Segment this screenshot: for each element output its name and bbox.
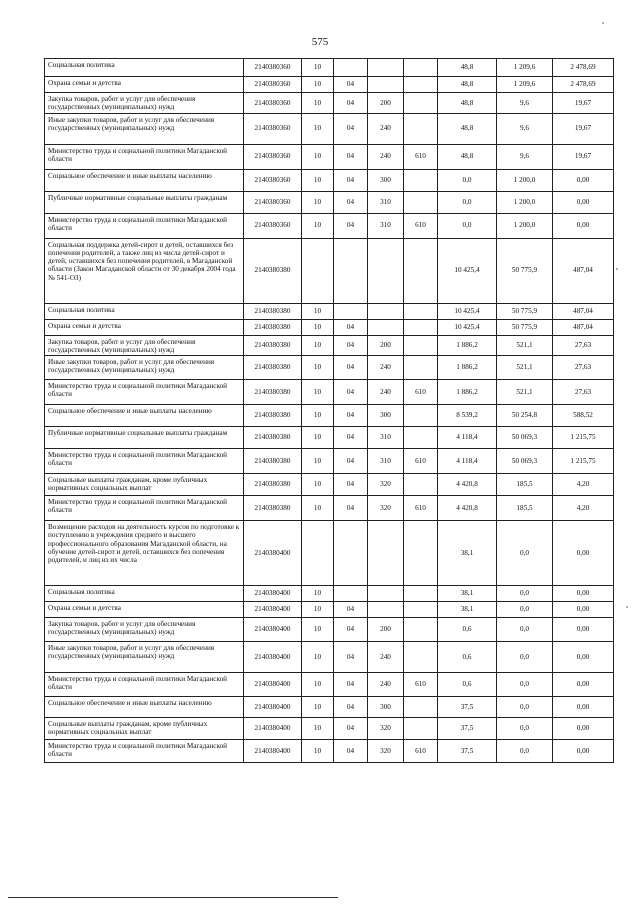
row-value-2: 521,1 (497, 356, 553, 380)
row-value-3: 0,00 (553, 586, 614, 602)
row-subsection: 04 (334, 496, 368, 521)
row-value-3: 0,00 (553, 169, 614, 191)
row-target-code: 2140380360 (244, 144, 302, 169)
row-subsection: 04 (334, 642, 368, 673)
row-target-code: 2140380400 (244, 602, 302, 618)
row-value-2: 50 254,8 (497, 405, 553, 427)
row-value-2: 0,0 (497, 673, 553, 697)
row-section: 10 (302, 59, 334, 77)
row-expense-type (368, 59, 404, 77)
row-name: Социальная политика (45, 59, 244, 77)
row-subsection: 04 (334, 77, 368, 93)
row-admin-code (404, 238, 438, 303)
row-value-2: 0,0 (497, 586, 553, 602)
row-value-3: 27,63 (553, 380, 614, 405)
row-section: 10 (302, 335, 334, 356)
row-value-2: 9,6 (497, 144, 553, 169)
row-section: 10 (302, 303, 334, 319)
row-value-3: 19,67 (553, 113, 614, 144)
row-value-1: 1 886,2 (438, 380, 497, 405)
row-expense-type: 320 (368, 474, 404, 496)
row-target-code: 2140380400 (244, 740, 302, 763)
row-expense-type: 200 (368, 93, 404, 114)
row-value-3: 27,63 (553, 335, 614, 356)
row-value-1: 4 420,8 (438, 474, 497, 496)
row-expense-type: 240 (368, 113, 404, 144)
row-subsection: 04 (334, 191, 368, 213)
row-value-3: 19,67 (553, 93, 614, 114)
row-subsection: 04 (334, 380, 368, 405)
row-value-2: 0,0 (497, 697, 553, 718)
table-row (45, 496, 614, 521)
row-name: Социальные выплаты гражданам, кроме публичных нормативных социальных выплат (45, 718, 244, 740)
table-row (45, 191, 614, 213)
row-expense-type: 310 (368, 427, 404, 449)
row-admin-code (404, 93, 438, 114)
row-admin-code (404, 356, 438, 380)
row-target-code: 2140380380 (244, 319, 302, 335)
page-number: 575 (311, 36, 329, 48)
row-target-code: 2140380380 (244, 303, 302, 319)
row-value-1: 48,8 (438, 93, 497, 114)
row-value-1: 10 425,4 (438, 303, 497, 319)
table-row (45, 427, 614, 449)
row-admin-code (404, 618, 438, 642)
row-value-2: 50 069,3 (497, 427, 553, 449)
row-value-3: 487,04 (553, 303, 614, 319)
row-value-3: 2 478,69 (553, 59, 614, 77)
row-value-1: 0,0 (438, 191, 497, 213)
row-section: 10 (302, 113, 334, 144)
table-row (45, 673, 614, 697)
row-admin-code (404, 169, 438, 191)
row-section: 10 (302, 191, 334, 213)
row-value-2: 50 775,9 (497, 238, 553, 303)
table-row (45, 93, 614, 114)
row-subsection: 04 (334, 427, 368, 449)
row-name: Министерство труда и социальной политики Магаданской области (45, 496, 244, 521)
footer-rule (8, 897, 338, 898)
row-value-3: 2 478,69 (553, 77, 614, 93)
row-subsection: 04 (334, 618, 368, 642)
row-admin-code (404, 521, 438, 586)
row-value-1: 0,6 (438, 673, 497, 697)
row-name: Социальное обеспечение и иные выплаты населению (45, 169, 244, 191)
row-target-code: 2140380400 (244, 642, 302, 673)
row-subsection (334, 303, 368, 319)
row-subsection: 04 (334, 405, 368, 427)
row-name: Социальная политика (45, 303, 244, 319)
row-subsection: 04 (334, 169, 368, 191)
row-subsection: 04 (334, 356, 368, 380)
row-target-code: 2140380380 (244, 335, 302, 356)
row-target-code: 2140380360 (244, 191, 302, 213)
row-target-code: 2140380360 (244, 169, 302, 191)
row-expense-type: 240 (368, 673, 404, 697)
table-row (45, 169, 614, 191)
row-name: Социальное обеспечение и иные выплаты населению (45, 405, 244, 427)
row-section: 10 (302, 718, 334, 740)
row-target-code: 2140380400 (244, 618, 302, 642)
row-name: Социальные выплаты гражданам, кроме публичных нормативных социальных выплат (45, 474, 244, 496)
row-value-2: 0,0 (497, 602, 553, 618)
row-section (302, 238, 334, 303)
row-expense-type: 310 (368, 449, 404, 474)
row-value-1: 4 118,4 (438, 427, 497, 449)
row-value-3: 487,04 (553, 319, 614, 335)
table-row (45, 144, 614, 169)
row-name: Социальная политика (45, 586, 244, 602)
row-section: 10 (302, 602, 334, 618)
row-admin-code (404, 642, 438, 673)
row-subsection (334, 59, 368, 77)
row-admin-code (404, 474, 438, 496)
row-subsection (334, 586, 368, 602)
row-section: 10 (302, 169, 334, 191)
table-row (45, 602, 614, 618)
row-expense-type: 240 (368, 380, 404, 405)
row-value-1: 0,0 (438, 169, 497, 191)
row-admin-code (404, 191, 438, 213)
row-expense-type: 200 (368, 335, 404, 356)
row-value-1: 8 539,2 (438, 405, 497, 427)
row-value-2: 1 200,0 (497, 213, 553, 238)
row-section: 10 (302, 93, 334, 114)
row-target-code: 2140380380 (244, 405, 302, 427)
scan-speck (602, 22, 604, 24)
row-section: 10 (302, 380, 334, 405)
row-subsection: 04 (334, 213, 368, 238)
row-expense-type: 240 (368, 356, 404, 380)
table-row (45, 213, 614, 238)
row-target-code: 2140380360 (244, 59, 302, 77)
row-section (302, 521, 334, 586)
row-value-1: 48,8 (438, 113, 497, 144)
row-target-code: 2140380360 (244, 213, 302, 238)
row-value-1: 1 886,2 (438, 335, 497, 356)
row-admin-code: 610 (404, 673, 438, 697)
table-row (45, 113, 614, 144)
row-value-3: 4,20 (553, 474, 614, 496)
row-admin-code (404, 602, 438, 618)
row-target-code: 2140380400 (244, 673, 302, 697)
row-admin-code (404, 586, 438, 602)
table-row (45, 405, 614, 427)
row-expense-type: 320 (368, 740, 404, 763)
row-section: 10 (302, 474, 334, 496)
row-value-3: 0,00 (553, 740, 614, 763)
row-name: Министерство труда и социальной политики Магаданской области (45, 449, 244, 474)
table-row (45, 59, 614, 77)
row-value-1: 37,5 (438, 697, 497, 718)
table-row (45, 356, 614, 380)
row-value-3: 487,04 (553, 238, 614, 303)
row-subsection: 04 (334, 144, 368, 169)
row-value-2: 0,0 (497, 740, 553, 763)
row-value-1: 0,6 (438, 618, 497, 642)
row-expense-type: 240 (368, 642, 404, 673)
row-expense-type: 320 (368, 496, 404, 521)
row-value-3: 0,00 (553, 642, 614, 673)
row-value-1: 0,6 (438, 642, 497, 673)
row-name: Социальное обеспечение и иные выплаты населению (45, 697, 244, 718)
row-value-2: 0,0 (497, 521, 553, 586)
row-admin-code (404, 77, 438, 93)
row-section: 10 (302, 77, 334, 93)
row-name: Охрана семьи и детства (45, 319, 244, 335)
row-expense-type (368, 238, 404, 303)
row-value-1: 48,8 (438, 144, 497, 169)
row-admin-code: 610 (404, 496, 438, 521)
row-value-2: 0,0 (497, 642, 553, 673)
row-expense-type: 300 (368, 405, 404, 427)
table-row (45, 449, 614, 474)
row-target-code: 2140380380 (244, 496, 302, 521)
row-value-1: 37,5 (438, 718, 497, 740)
row-value-3: 0,00 (553, 602, 614, 618)
row-name: Закупка товаров, работ и услуг для обеспечения государственных (муниципальных) нужд (45, 335, 244, 356)
row-expense-type: 300 (368, 169, 404, 191)
row-section: 10 (302, 740, 334, 763)
row-value-3: 1 215,75 (553, 427, 614, 449)
row-name: Министерство труда и социальной политики Магаданской области (45, 380, 244, 405)
table-row (45, 335, 614, 356)
row-admin-code: 610 (404, 449, 438, 474)
row-subsection: 04 (334, 449, 368, 474)
row-section: 10 (302, 356, 334, 380)
row-expense-type (368, 602, 404, 618)
row-subsection: 04 (334, 602, 368, 618)
row-section: 10 (302, 618, 334, 642)
row-value-1: 0,0 (438, 213, 497, 238)
scan-speck (616, 268, 618, 270)
row-subsection: 04 (334, 718, 368, 740)
row-value-2: 185,5 (497, 496, 553, 521)
row-value-3: 0,00 (553, 697, 614, 718)
row-value-1: 37,5 (438, 740, 497, 763)
row-value-1: 38,1 (438, 586, 497, 602)
row-value-2: 521,1 (497, 335, 553, 356)
row-value-2: 9,6 (497, 113, 553, 144)
row-value-1: 48,8 (438, 59, 497, 77)
row-section: 10 (302, 144, 334, 169)
row-expense-type (368, 303, 404, 319)
row-target-code: 2140380380 (244, 356, 302, 380)
row-value-1: 10 425,4 (438, 238, 497, 303)
row-name: Министерство труда и социальной политики Магаданской области (45, 740, 244, 763)
row-admin-code (404, 427, 438, 449)
row-admin-code: 610 (404, 380, 438, 405)
row-expense-type (368, 586, 404, 602)
row-expense-type: 310 (368, 191, 404, 213)
row-name: Охрана семьи и детства (45, 77, 244, 93)
table-row (45, 238, 614, 303)
row-name: Публичные нормативные социальные выплаты гражданам (45, 191, 244, 213)
row-subsection: 04 (334, 319, 368, 335)
row-target-code: 2140380380 (244, 449, 302, 474)
row-expense-type: 300 (368, 697, 404, 718)
row-value-2: 1 209,6 (497, 77, 553, 93)
row-value-3: 0,00 (553, 191, 614, 213)
row-admin-code (404, 59, 438, 77)
row-expense-type: 200 (368, 618, 404, 642)
row-subsection: 04 (334, 93, 368, 114)
row-value-2: 185,5 (497, 474, 553, 496)
table-row (45, 303, 614, 319)
row-subsection: 04 (334, 113, 368, 144)
budget-table (44, 58, 614, 763)
row-section: 10 (302, 642, 334, 673)
row-subsection (334, 521, 368, 586)
row-value-1: 38,1 (438, 521, 497, 586)
row-value-1: 38,1 (438, 602, 497, 618)
row-admin-code (404, 113, 438, 144)
row-expense-type (368, 319, 404, 335)
row-expense-type: 320 (368, 718, 404, 740)
row-expense-type: 310 (368, 213, 404, 238)
row-expense-type: 240 (368, 144, 404, 169)
table-row (45, 77, 614, 93)
row-admin-code (404, 405, 438, 427)
row-value-3: 0,00 (553, 521, 614, 586)
row-admin-code: 610 (404, 213, 438, 238)
row-value-2: 50 775,9 (497, 319, 553, 335)
row-value-1: 10 425,4 (438, 319, 497, 335)
row-subsection: 04 (334, 673, 368, 697)
row-admin-code: 610 (404, 740, 438, 763)
table-row (45, 718, 614, 740)
row-section: 10 (302, 673, 334, 697)
row-value-1: 1 886,2 (438, 356, 497, 380)
table-row (45, 521, 614, 586)
row-target-code: 2140380400 (244, 718, 302, 740)
row-subsection: 04 (334, 740, 368, 763)
row-name: Закупка товаров, работ и услуг для обеспечения государственных (муниципальных) нужд (45, 93, 244, 114)
row-target-code: 2140380380 (244, 474, 302, 496)
row-admin-code (404, 697, 438, 718)
row-name: Министерство труда и социальной политики Магаданской области (45, 144, 244, 169)
row-value-3: 0,00 (553, 618, 614, 642)
row-name: Иные закупки товаров, работ и услуг для обеспечения государственных (муниципальных) нужд (45, 113, 244, 144)
row-section: 10 (302, 213, 334, 238)
row-value-3: 0,00 (553, 673, 614, 697)
row-name: Закупка товаров, работ и услуг для обеспечения государственных (муниципальных) нужд (45, 618, 244, 642)
row-value-2: 9,6 (497, 93, 553, 114)
row-name: Социальная поддержка детей-сирот и детей, оставшихся без попечения родителей, а также лиц из числа детей-сирот и детей, оставшихся без попечения родителей, в Магаданской области (Закон Магаданской области от 30 декабря 2004 года № 541-ОЗ) (45, 238, 244, 303)
row-admin-code (404, 335, 438, 356)
row-section: 10 (302, 319, 334, 335)
row-section: 10 (302, 697, 334, 718)
row-name: Иные закупки товаров, работ и услуг для обеспечения государственных (муниципальных) нужд (45, 356, 244, 380)
row-target-code: 2140380360 (244, 113, 302, 144)
row-value-2: 0,0 (497, 618, 553, 642)
row-section: 10 (302, 586, 334, 602)
row-target-code: 2140380380 (244, 380, 302, 405)
row-target-code: 2140380380 (244, 427, 302, 449)
row-admin-code (404, 319, 438, 335)
row-section: 10 (302, 427, 334, 449)
row-subsection: 04 (334, 335, 368, 356)
row-value-3: 19,67 (553, 144, 614, 169)
row-value-3: 588,52 (553, 405, 614, 427)
row-value-2: 50 775,9 (497, 303, 553, 319)
row-value-2: 521,1 (497, 380, 553, 405)
row-value-2: 50 069,3 (497, 449, 553, 474)
row-name: Возмещение расходов на деятельность курсов по подготовке к поступлению в учреждения среднего и высшего профессионального образования Магаданской области, на обучение детей-сирот и детей, оставшихся без попечения родителей, и лиц из их числа (45, 521, 244, 586)
row-name: Иные закупки товаров, работ и услуг для обеспечения государственных (муниципальных) нужд (45, 642, 244, 673)
row-subsection: 04 (334, 474, 368, 496)
row-target-code: 2140380400 (244, 697, 302, 718)
row-expense-type (368, 77, 404, 93)
row-value-1: 4 118,4 (438, 449, 497, 474)
row-name: Министерство труда и социальной политики Магаданской области (45, 213, 244, 238)
row-name: Публичные нормативные социальные выплаты гражданам (45, 427, 244, 449)
row-name: Министерство труда и социальной политики Магаданской области (45, 673, 244, 697)
row-value-2: 1 200,0 (497, 169, 553, 191)
row-section: 10 (302, 449, 334, 474)
table-row (45, 740, 614, 763)
row-value-3: 1 215,75 (553, 449, 614, 474)
row-section: 10 (302, 496, 334, 521)
row-value-1: 4 420,8 (438, 496, 497, 521)
table-row (45, 474, 614, 496)
row-target-code: 2140380400 (244, 586, 302, 602)
row-value-3: 4,20 (553, 496, 614, 521)
row-expense-type (368, 521, 404, 586)
row-target-code: 2140380360 (244, 93, 302, 114)
row-subsection: 04 (334, 697, 368, 718)
scan-speck (626, 606, 628, 608)
row-value-3: 0,00 (553, 213, 614, 238)
row-value-3: 0,00 (553, 718, 614, 740)
row-subsection (334, 238, 368, 303)
row-value-2: 1 200,0 (497, 191, 553, 213)
row-section: 10 (302, 405, 334, 427)
table-row (45, 618, 614, 642)
row-admin-code (404, 303, 438, 319)
row-admin-code: 610 (404, 144, 438, 169)
table-row (45, 697, 614, 718)
table-row (45, 319, 614, 335)
table-row (45, 380, 614, 405)
row-value-3: 27,63 (553, 356, 614, 380)
table-row (45, 586, 614, 602)
row-value-1: 48,8 (438, 77, 497, 93)
row-value-2: 1 209,6 (497, 59, 553, 77)
table-row (45, 642, 614, 673)
row-admin-code (404, 718, 438, 740)
row-name: Охрана семьи и детства (45, 602, 244, 618)
row-target-code: 2140380360 (244, 77, 302, 93)
row-value-2: 0,0 (497, 718, 553, 740)
row-target-code: 2140380400 (244, 521, 302, 586)
budget-table-body (45, 59, 614, 763)
row-target-code: 2140380380 (244, 238, 302, 303)
